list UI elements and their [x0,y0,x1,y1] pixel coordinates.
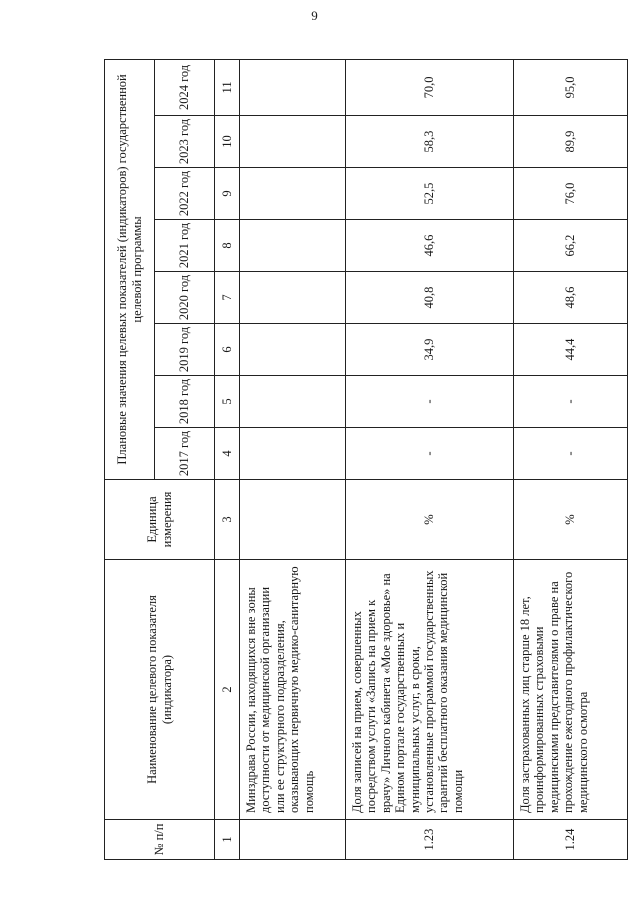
header-year: 2020 год [155,272,215,324]
value-cell: 89,9 [514,116,628,168]
column-number: 10 [215,116,240,168]
page-number: 9 [311,8,318,23]
value-cell [240,428,346,480]
column-number: 3 [215,480,240,560]
header-unit: Единица измерения [105,480,215,560]
value-cell [240,272,346,324]
unit-cell: % [346,480,514,560]
value-cell [240,168,346,220]
header-no: № п/п [105,820,215,860]
indicator-name: Доля записей на прием, совершенных посредством услуги «Запись на прием к врачу» Личного кабинета «Мое здоровье» на Едином портале государственных и муниципальных услуг, в сроки, установленные программой государственных гарантий бесплатного оказания медицинской помощи [346,560,514,820]
unit-cell: % [514,480,628,560]
header-year: 2022 год [155,168,215,220]
value-cell [240,324,346,376]
header-year: 2019 год [155,324,215,376]
value-cell: 95,0 [514,59,628,115]
header-year: 2021 год [155,220,215,272]
column-number: 8 [215,220,240,272]
value-cell: - [346,376,514,428]
table-row [514,59,628,859]
indicator-name: Минздрава России, находящихся вне зоны доступности от медицинской организации или ее структурного подразделения, оказывающих первичную медико-санитарную помощь [240,560,346,820]
value-cell: 48,6 [514,272,628,324]
header-planned-values: Плановые значения целевых показателей (индикаторов) государственной целевой программы [105,59,155,479]
value-cell: 70,0 [346,59,514,115]
value-cell: 40,8 [346,272,514,324]
table-row [240,59,346,859]
row-number: 1.24 [514,820,628,860]
value-cell: 46,6 [346,220,514,272]
header-year: 2023 год [155,116,215,168]
value-cell [240,376,346,428]
header-row [105,59,155,859]
value-cell [240,116,346,168]
unit-cell [240,480,346,560]
column-number: 6 [215,324,240,376]
column-numbers-row [215,59,240,859]
header-name: Наименование целевого показателя (индикатора) [105,560,215,820]
column-number: 1 [215,820,240,860]
column-number: 7 [215,272,240,324]
row-number: 1.23 [346,820,514,860]
header-year: 2024 год [155,59,215,115]
value-cell: 44,4 [514,324,628,376]
value-cell: - [346,428,514,480]
indicators-table [104,59,628,860]
value-cell: 76,0 [514,168,628,220]
column-number: 2 [215,560,240,820]
value-cell: 58,3 [346,116,514,168]
column-number: 9 [215,168,240,220]
column-number: 11 [215,59,240,115]
indicator-name: Доля застрахованных лиц старше 18 лет, проинформированных страховыми медицинскими представителями о праве на прохождение ежегодного профилактического медицинского осмотра [514,560,628,820]
header-year: 2018 год [155,376,215,428]
table-row [346,59,514,859]
value-cell: 34,9 [346,324,514,376]
value-cell: - [514,376,628,428]
column-number: 5 [215,376,240,428]
column-number: 4 [215,428,240,480]
value-cell [240,59,346,115]
value-cell [240,220,346,272]
value-cell: - [514,428,628,480]
value-cell: 66,2 [514,220,628,272]
rotated-table-container [104,60,629,856]
value-cell: 52,5 [346,168,514,220]
header-year: 2017 год [155,428,215,480]
row-number [240,820,346,860]
